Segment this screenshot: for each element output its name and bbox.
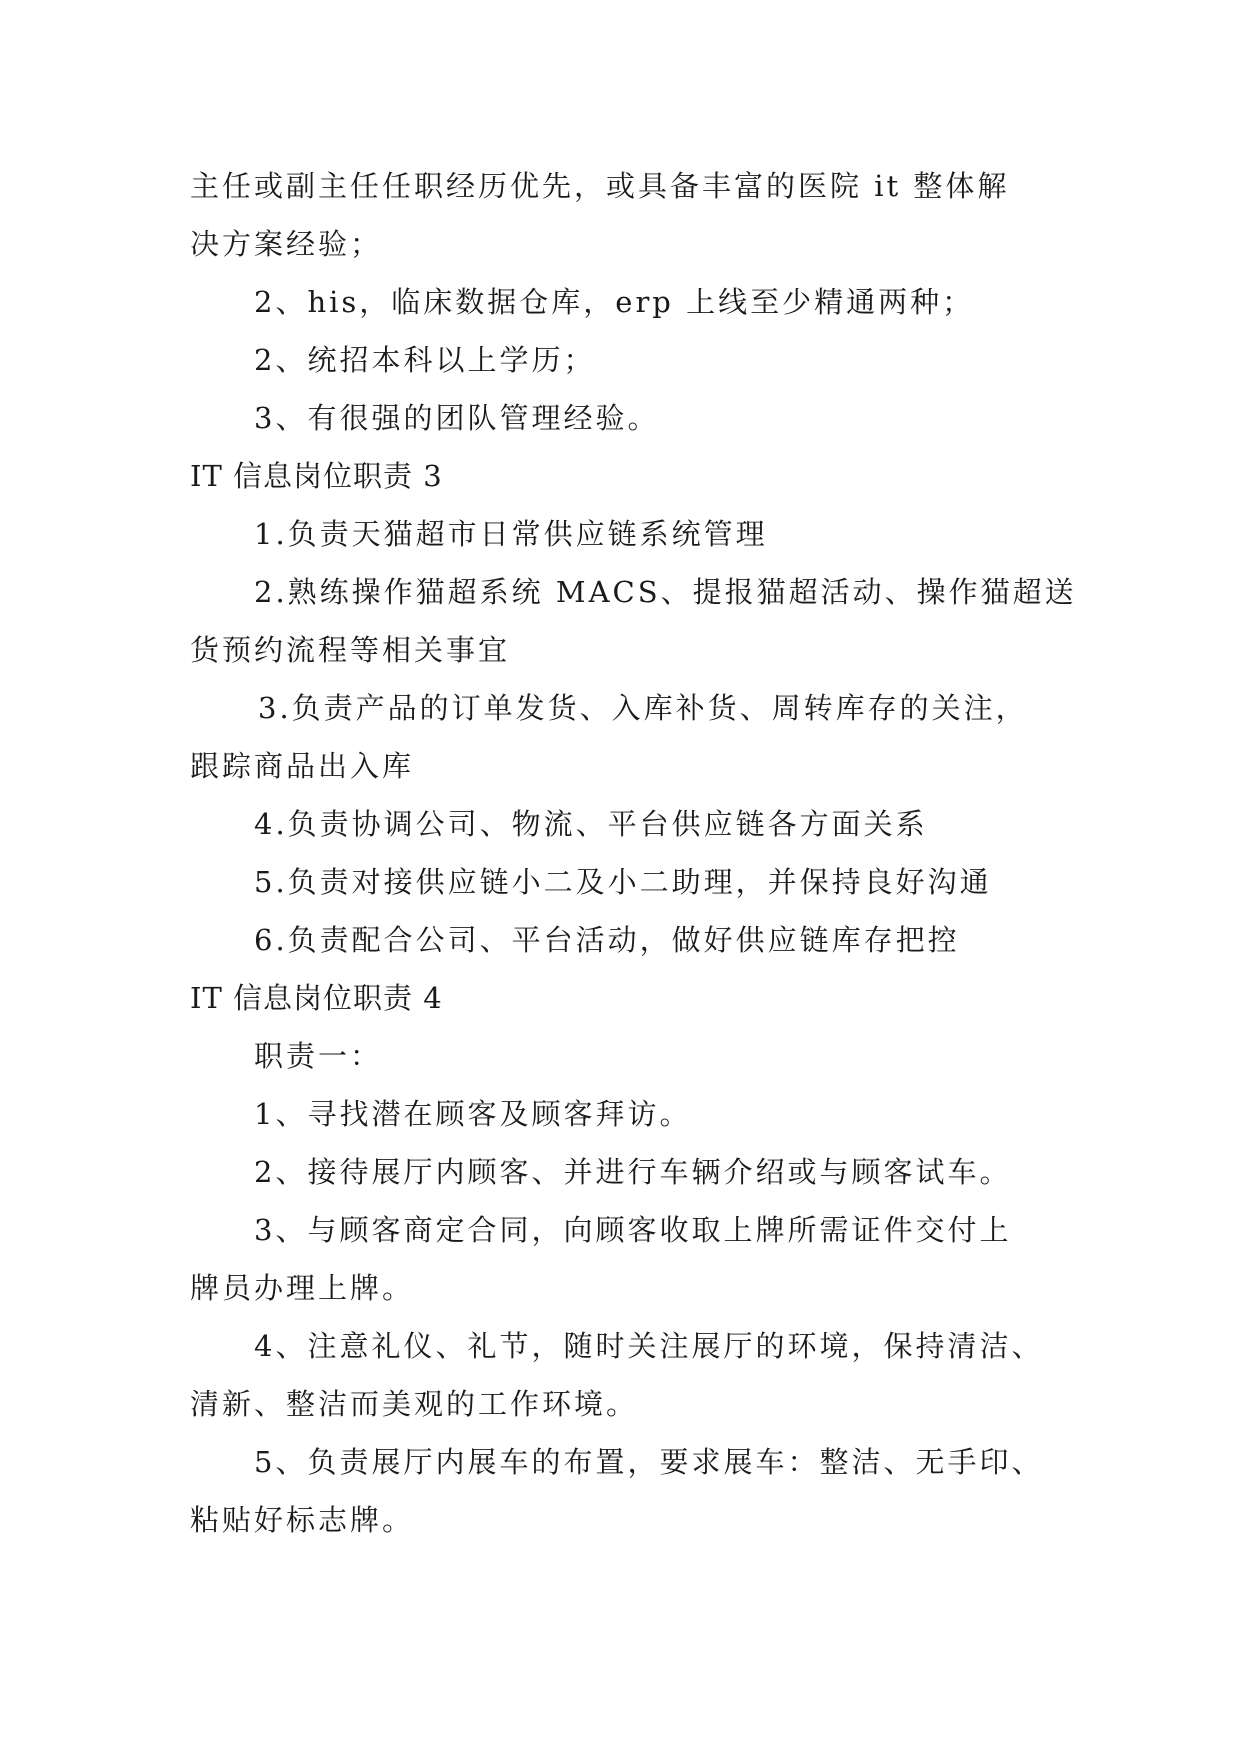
section-heading: IT 信息岗位职责 4 bbox=[190, 981, 443, 1015]
section-heading: IT 信息岗位职责 3 bbox=[190, 459, 443, 493]
list-item-continuation: 粘贴好标志牌。 bbox=[190, 1503, 415, 1537]
list-item-continuation: 货预约流程等相关事宜 bbox=[190, 633, 511, 667]
list-item: 2、统招本科以上学历； bbox=[254, 343, 596, 377]
document-body bbox=[190, 157, 1077, 1549]
list-item: 4.负责协调公司、物流、平台供应链各方面关系 bbox=[254, 807, 928, 841]
list-item: 2、接待展厅内顾客、并进行车辆介绍或与顾客试车。 bbox=[254, 1155, 1012, 1189]
list-item: 2、his，临床数据仓库，erp 上线至少精通两种； bbox=[254, 285, 975, 319]
list-item: 1、寻找潜在顾客及顾客拜访。 bbox=[254, 1097, 692, 1131]
list-item-continuation: 牌员办理上牌。 bbox=[190, 1271, 415, 1305]
paragraph-line: 决方案经验； bbox=[190, 227, 383, 261]
list-item: 3.负责产品的订单发货、入库补货、周转库存的关注， bbox=[258, 691, 1028, 725]
list-item: 4、注意礼仪、礼节，随时关注展厅的环境，保持清洁、 bbox=[254, 1329, 1044, 1363]
list-item: 5、负责展厅内展车的布置，要求展车：整洁、无手印、 bbox=[254, 1445, 1044, 1479]
list-item: 3、与顾客商定合同，向顾客收取上牌所需证件交付上 bbox=[254, 1213, 1012, 1247]
list-item: 2.熟练操作猫超系统 MACS、提报猫超活动、操作猫超送 bbox=[254, 575, 1077, 609]
list-item: 5.负责对接供应链小二及小二助理，并保持良好沟通 bbox=[254, 865, 992, 899]
list-item: 6.负责配合公司、平台活动，做好供应链库存把控 bbox=[254, 923, 960, 957]
list-item: 3、有很强的团队管理经验。 bbox=[254, 401, 660, 435]
paragraph-line: 主任或副主任任职经历优先，或具备丰富的医院 it 整体解 bbox=[190, 169, 1010, 203]
list-item-continuation: 跟踪商品出入库 bbox=[190, 749, 415, 783]
list-item-continuation: 清新、整洁而美观的工作环境。 bbox=[190, 1387, 639, 1421]
subsection-heading: 职责一： bbox=[254, 1039, 383, 1073]
list-item: 1.负责天猫超市日常供应链系统管理 bbox=[254, 517, 768, 551]
